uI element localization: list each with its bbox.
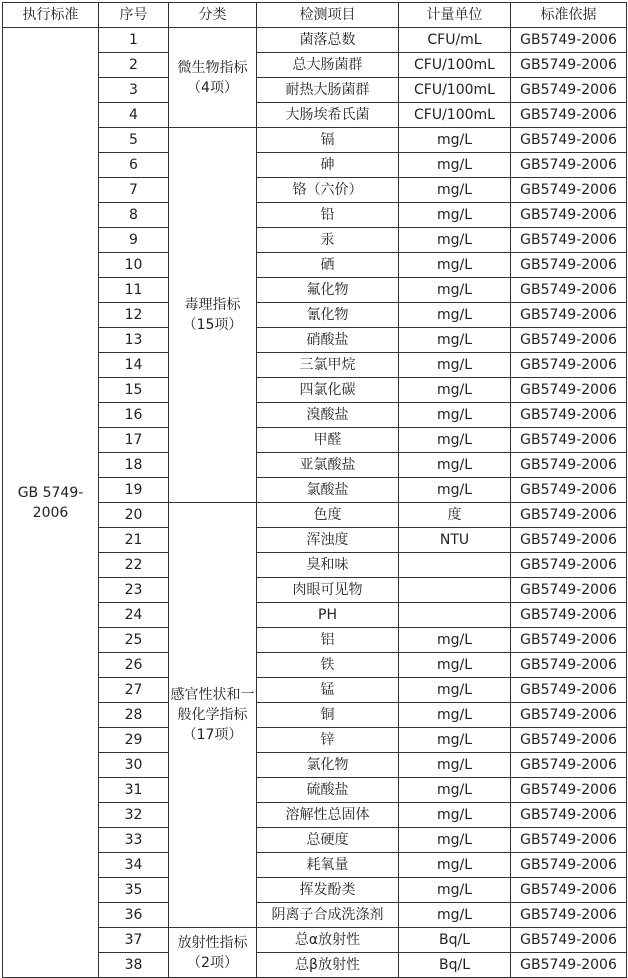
test-item: 铬（六价） bbox=[257, 178, 399, 203]
test-item: 菌落总数 bbox=[257, 28, 399, 53]
unit: mg/L bbox=[399, 778, 511, 803]
standard-basis: GB5749-2006 bbox=[511, 828, 627, 853]
test-item: 挥发酚类 bbox=[257, 878, 399, 903]
row-number: 34 bbox=[99, 853, 169, 878]
unit: mg/L bbox=[399, 328, 511, 353]
standard-basis: GB5749-2006 bbox=[511, 628, 627, 653]
standard-basis: GB5749-2006 bbox=[511, 378, 627, 403]
test-item: 铅 bbox=[257, 203, 399, 228]
row-number: 25 bbox=[99, 628, 169, 653]
test-item: 总大肠菌群 bbox=[257, 53, 399, 78]
row-number: 12 bbox=[99, 303, 169, 328]
row-number: 28 bbox=[99, 703, 169, 728]
unit: mg/L bbox=[399, 803, 511, 828]
row-number: 16 bbox=[99, 403, 169, 428]
row-number: 19 bbox=[99, 478, 169, 503]
unit: mg/L bbox=[399, 453, 511, 478]
row-number: 17 bbox=[99, 428, 169, 453]
unit: mg/L bbox=[399, 828, 511, 853]
unit: CFU/100mL bbox=[399, 78, 511, 103]
row-number: 9 bbox=[99, 228, 169, 253]
standard-basis: GB5749-2006 bbox=[511, 703, 627, 728]
test-item: 大肠埃希氏菌 bbox=[257, 103, 399, 128]
test-item: 砷 bbox=[257, 153, 399, 178]
standard-basis: GB5749-2006 bbox=[511, 928, 627, 953]
row-number: 3 bbox=[99, 78, 169, 103]
row-number: 10 bbox=[99, 253, 169, 278]
unit: CFU/mL bbox=[399, 28, 511, 53]
test-item: 镉 bbox=[257, 128, 399, 153]
row-number: 14 bbox=[99, 353, 169, 378]
row-number: 4 bbox=[99, 103, 169, 128]
test-item: 氟化物 bbox=[257, 278, 399, 303]
standard-basis: GB5749-2006 bbox=[511, 103, 627, 128]
unit: mg/L bbox=[399, 253, 511, 278]
unit bbox=[399, 603, 511, 628]
test-item: 耗氧量 bbox=[257, 853, 399, 878]
standard-basis: GB5749-2006 bbox=[511, 428, 627, 453]
test-item: 三氯甲烷 bbox=[257, 353, 399, 378]
row-number: 37 bbox=[99, 928, 169, 953]
test-item: 氯化物 bbox=[257, 753, 399, 778]
test-item: 亚氯酸盐 bbox=[257, 453, 399, 478]
standard-basis: GB5749-2006 bbox=[511, 553, 627, 578]
row-number: 5 bbox=[99, 128, 169, 153]
unit: mg/L bbox=[399, 153, 511, 178]
unit: mg/L bbox=[399, 903, 511, 928]
standard-basis: GB5749-2006 bbox=[511, 78, 627, 103]
standard-basis: GB5749-2006 bbox=[511, 278, 627, 303]
standard-basis: GB5749-2006 bbox=[511, 128, 627, 153]
test-item: 总硬度 bbox=[257, 828, 399, 853]
row-number: 26 bbox=[99, 653, 169, 678]
unit bbox=[399, 553, 511, 578]
test-item: 总α放射性 bbox=[257, 928, 399, 953]
row-number: 18 bbox=[99, 453, 169, 478]
standard-basis: GB5749-2006 bbox=[511, 178, 627, 203]
header-standard: 执行标准 bbox=[3, 3, 99, 28]
row-number: 8 bbox=[99, 203, 169, 228]
row-number: 15 bbox=[99, 378, 169, 403]
test-item: 铝 bbox=[257, 628, 399, 653]
test-item: 溴酸盐 bbox=[257, 403, 399, 428]
category-cell: 放射性指标（2项） bbox=[169, 928, 257, 978]
test-item: 浑浊度 bbox=[257, 528, 399, 553]
row-number: 20 bbox=[99, 503, 169, 528]
row-number: 21 bbox=[99, 528, 169, 553]
standard-basis: GB5749-2006 bbox=[511, 228, 627, 253]
test-item: 铜 bbox=[257, 703, 399, 728]
row-number: 2 bbox=[99, 53, 169, 78]
header-number: 序号 bbox=[99, 3, 169, 28]
standard-basis: GB5749-2006 bbox=[511, 453, 627, 478]
standard-basis: GB5749-2006 bbox=[511, 28, 627, 53]
unit: mg/L bbox=[399, 853, 511, 878]
header-test-item: 检测项目 bbox=[257, 3, 399, 28]
row-number: 35 bbox=[99, 878, 169, 903]
test-item: 色度 bbox=[257, 503, 399, 528]
standard-basis: GB5749-2006 bbox=[511, 678, 627, 703]
row-number: 23 bbox=[99, 578, 169, 603]
unit: mg/L bbox=[399, 428, 511, 453]
unit: CFU/100mL bbox=[399, 103, 511, 128]
test-item: 耐热大肠菌群 bbox=[257, 78, 399, 103]
test-item: 氰化物 bbox=[257, 303, 399, 328]
standard-basis: GB5749-2006 bbox=[511, 778, 627, 803]
test-item: 铁 bbox=[257, 653, 399, 678]
header-row bbox=[3, 3, 627, 28]
unit: mg/L bbox=[399, 378, 511, 403]
unit: mg/L bbox=[399, 303, 511, 328]
test-item: 臭和味 bbox=[257, 553, 399, 578]
standard-basis: GB5749-2006 bbox=[511, 353, 627, 378]
unit: mg/L bbox=[399, 753, 511, 778]
unit: mg/L bbox=[399, 353, 511, 378]
standard-basis: GB5749-2006 bbox=[511, 803, 627, 828]
unit bbox=[399, 578, 511, 603]
test-item: 氯酸盐 bbox=[257, 478, 399, 503]
test-item: 四氯化碳 bbox=[257, 378, 399, 403]
standard-basis: GB5749-2006 bbox=[511, 603, 627, 628]
standard-basis: GB5749-2006 bbox=[511, 653, 627, 678]
row-number: 27 bbox=[99, 678, 169, 703]
standard-basis: GB5749-2006 bbox=[511, 528, 627, 553]
test-item: 汞 bbox=[257, 228, 399, 253]
row-number: 38 bbox=[99, 953, 169, 978]
row-number: 31 bbox=[99, 778, 169, 803]
row-number: 11 bbox=[99, 278, 169, 303]
row-number: 30 bbox=[99, 753, 169, 778]
category-cell: 感官性状和一般化学指标（17项） bbox=[169, 503, 257, 928]
unit: NTU bbox=[399, 528, 511, 553]
row-number: 13 bbox=[99, 328, 169, 353]
unit: mg/L bbox=[399, 653, 511, 678]
standard-basis: GB5749-2006 bbox=[511, 403, 627, 428]
standard-basis: GB5749-2006 bbox=[511, 328, 627, 353]
water-standard-table bbox=[2, 2, 627, 978]
unit: mg/L bbox=[399, 203, 511, 228]
test-item: 阴离子合成洗涤剂 bbox=[257, 903, 399, 928]
test-item: 溶解性总固体 bbox=[257, 803, 399, 828]
unit: mg/L bbox=[399, 403, 511, 428]
standard-basis: GB5749-2006 bbox=[511, 753, 627, 778]
standard-basis: GB5749-2006 bbox=[511, 853, 627, 878]
row-number: 7 bbox=[99, 178, 169, 203]
standard-basis: GB5749-2006 bbox=[511, 303, 627, 328]
standard-basis: GB5749-2006 bbox=[511, 153, 627, 178]
test-item: 硒 bbox=[257, 253, 399, 278]
header-category: 分类 bbox=[169, 3, 257, 28]
row-number: 22 bbox=[99, 553, 169, 578]
standard-cell: GB 5749-2006 bbox=[3, 28, 99, 978]
row-number: 1 bbox=[99, 28, 169, 53]
row-number: 36 bbox=[99, 903, 169, 928]
table-row bbox=[3, 28, 627, 53]
test-item: 肉眼可见物 bbox=[257, 578, 399, 603]
row-number: 6 bbox=[99, 153, 169, 178]
unit: Bq/L bbox=[399, 953, 511, 978]
standard-basis: GB5749-2006 bbox=[511, 503, 627, 528]
unit: mg/L bbox=[399, 728, 511, 753]
unit: mg/L bbox=[399, 678, 511, 703]
unit: mg/L bbox=[399, 628, 511, 653]
test-item: 硫酸盐 bbox=[257, 778, 399, 803]
unit: mg/L bbox=[399, 478, 511, 503]
unit: mg/L bbox=[399, 228, 511, 253]
standard-basis: GB5749-2006 bbox=[511, 53, 627, 78]
standard-basis: GB5749-2006 bbox=[511, 478, 627, 503]
unit: mg/L bbox=[399, 878, 511, 903]
unit: 度 bbox=[399, 503, 511, 528]
category-cell: 毒理指标（15项） bbox=[169, 128, 257, 503]
test-item: PH bbox=[257, 603, 399, 628]
row-number: 29 bbox=[99, 728, 169, 753]
test-item: 锌 bbox=[257, 728, 399, 753]
standard-basis: GB5749-2006 bbox=[511, 203, 627, 228]
header-basis: 标准依据 bbox=[511, 3, 627, 28]
unit: CFU/100mL bbox=[399, 53, 511, 78]
standard-basis: GB5749-2006 bbox=[511, 253, 627, 278]
category-cell: 微生物指标（4项） bbox=[169, 28, 257, 128]
test-item: 锰 bbox=[257, 678, 399, 703]
row-number: 24 bbox=[99, 603, 169, 628]
unit: mg/L bbox=[399, 128, 511, 153]
unit: mg/L bbox=[399, 178, 511, 203]
unit: mg/L bbox=[399, 278, 511, 303]
standard-basis: GB5749-2006 bbox=[511, 878, 627, 903]
unit: mg/L bbox=[399, 703, 511, 728]
test-item: 总β放射性 bbox=[257, 953, 399, 978]
test-item: 甲醛 bbox=[257, 428, 399, 453]
row-number: 33 bbox=[99, 828, 169, 853]
header-unit: 计量单位 bbox=[399, 3, 511, 28]
standard-basis: GB5749-2006 bbox=[511, 728, 627, 753]
standard-basis: GB5749-2006 bbox=[511, 903, 627, 928]
test-item: 硝酸盐 bbox=[257, 328, 399, 353]
standard-basis: GB5749-2006 bbox=[511, 578, 627, 603]
row-number: 32 bbox=[99, 803, 169, 828]
standard-basis: GB5749-2006 bbox=[511, 953, 627, 978]
unit: Bq/L bbox=[399, 928, 511, 953]
